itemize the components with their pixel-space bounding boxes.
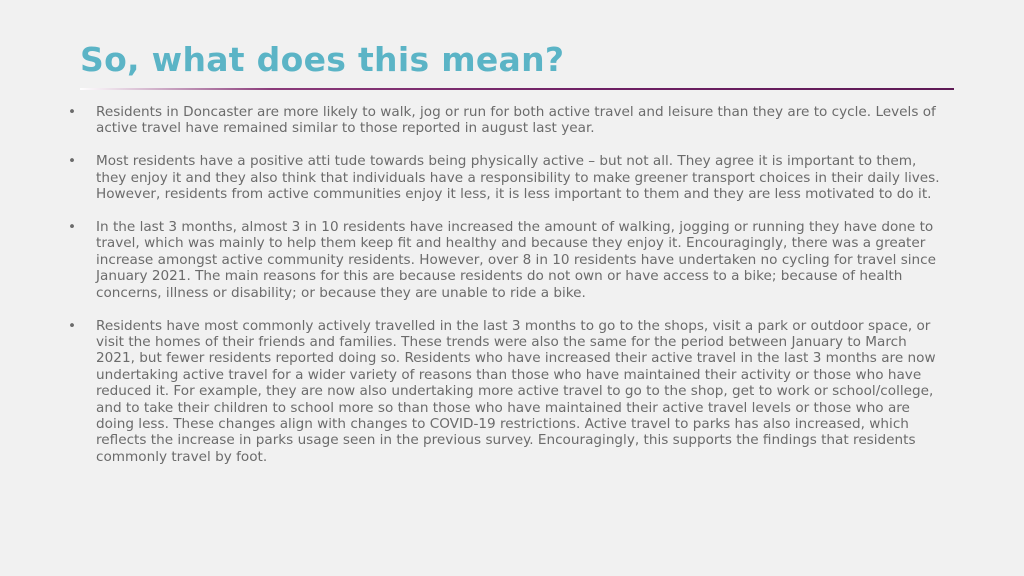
slide-title: So, what does this mean? [80, 40, 565, 79]
bullet-text: Residents in Doncaster are more likely to walk, jog or run for both active travel and leisure than they are to cycle. Levels of active travel have remained similar to those reported in august last year. [96, 104, 936, 137]
bullet-marker: • [68, 317, 77, 334]
title-underline [80, 88, 954, 90]
bullet-list [68, 104, 948, 482]
bullet-text: Most residents have a positive atti tude towards being physically active – but not all. They agree it is important to them, they enjoy it and they also think that individuals have a responsibility to make greener transport choices in their daily lives. However, residents from active communities enjoy it less, it is less important to them and they are less motivated to do it. [96, 153, 940, 203]
bullet-marker: • [68, 104, 77, 120]
bullet-item [68, 318, 948, 466]
bullet-marker: • [68, 219, 77, 236]
bullet-item [68, 153, 948, 202]
bullet-item [68, 219, 948, 301]
bullet-item [68, 104, 948, 137]
bullet-text: Residents have most commonly actively travelled in the last 3 months to go to the shops, visit a park or outdoor space, or visit the homes of their friends and families. These trends were also the same for the period between January to March 2021, but fewer residents reported doing so. Residents who have increased their active travel in the last 3 months are now undertaking active travel for a wider variety of reasons than those who have maintained their activity or those who have reduced it. For example, they are now also undertaking more active travel to go to the shop, get to work or school/college, and to take their children to school more so than those who have maintained their active travel levels or those who are doing less. These changes align with changes to COVID-19 restrictions. Active travel to parks has also increased, which reflects the increase in parks usage seen in the previous survey. Encouragingly, this supports the findings that residents commonly travel by foot. [96, 317, 936, 465]
bullet-marker: • [68, 153, 77, 170]
bullet-text: In the last 3 months, almost 3 in 10 residents have increased the amount of walking, jogging or running they have done to travel, which was mainly to help them keep fit and healthy and because they enjoy it. Encouragingly, there was a greater increase amongst active community residents. However, over 8 in 10 residents have undertaken no cycling for travel since January 2021. The main reasons for this are because residents do not own or have access to a bike; because of health concerns, illness or disability; or because they are unable to ride a bike. [96, 219, 937, 301]
